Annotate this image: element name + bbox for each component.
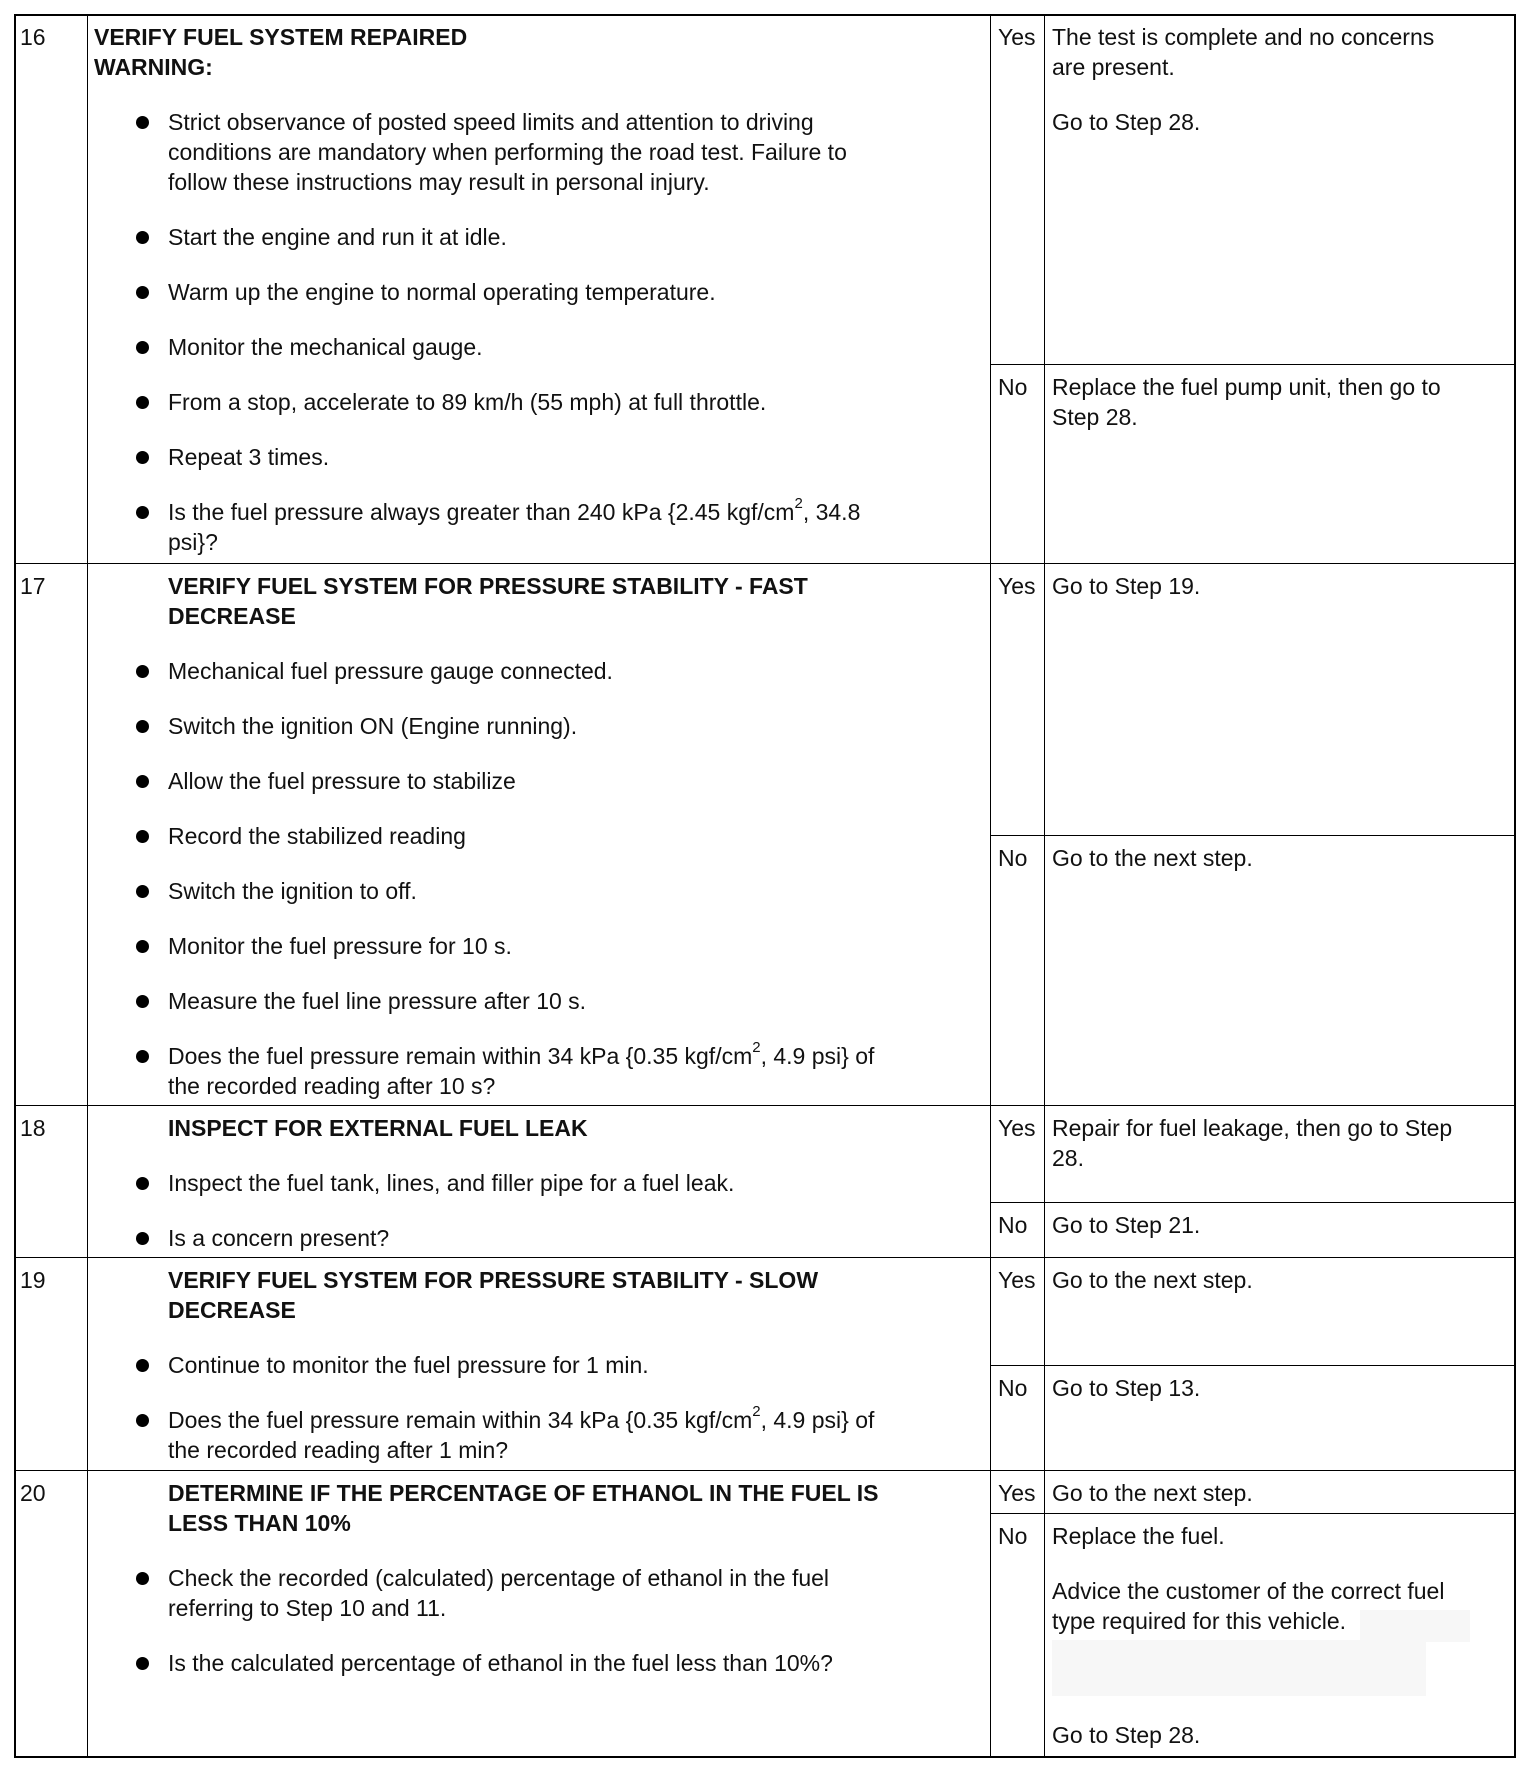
step-title: DECREASE [168, 603, 296, 629]
bullet-icon [136, 1414, 149, 1427]
step-number: 17 [20, 573, 46, 599]
yes-label: Yes [998, 24, 1036, 50]
yes-action: are present. [1052, 54, 1175, 80]
no-action: Go to Step 28. [1052, 1722, 1201, 1748]
no-action: type required for this vehicle. [1052, 1608, 1347, 1634]
yes-label: Yes [998, 573, 1036, 599]
bullet-icon [136, 286, 149, 299]
step-instruction: Warm up the engine to normal operating temperature. [168, 279, 716, 305]
bullet-icon [136, 720, 149, 733]
no-action: Replace the fuel. [1052, 1523, 1225, 1549]
step-instruction: Monitor the fuel pressure for 10 s. [168, 933, 512, 959]
yes-action: Repair for fuel leakage, then go to Step [1052, 1115, 1453, 1141]
step-instruction: follow these instructions may result in personal injury. [168, 169, 710, 195]
yes-no-divider [990, 364, 1516, 365]
step-instruction: Monitor the mechanical gauge. [168, 334, 483, 360]
bullet-icon [136, 341, 149, 354]
yes-action: Go to the next step. [1052, 1267, 1253, 1293]
step-instruction: Strict observance of posted speed limits and attention to driving [168, 109, 814, 135]
bullet-icon [136, 1359, 149, 1372]
yes-label: Yes [998, 1267, 1036, 1293]
bullet-icon [136, 940, 149, 953]
yes-no-divider [990, 1202, 1516, 1203]
step-title: DECREASE [168, 1297, 296, 1323]
step-instruction: Continue to monitor the fuel pressure for 1 min. [168, 1352, 649, 1378]
row-divider [14, 563, 1516, 564]
row-divider [14, 1105, 1516, 1106]
step-instruction: Switch the ignition ON (Engine running). [168, 713, 578, 739]
no-action: Go to the next step. [1052, 845, 1253, 871]
no-action: Step 28. [1052, 404, 1138, 430]
yes-action: The test is complete and no concerns [1052, 24, 1435, 50]
no-label: No [998, 1523, 1028, 1549]
bullet-icon [136, 885, 149, 898]
no-action: Replace the fuel pump unit, then go to [1052, 374, 1441, 400]
bullet-icon [136, 1232, 149, 1245]
no-label: No [998, 1212, 1028, 1238]
step-question: Is a concern present? [168, 1225, 390, 1251]
step-number: 16 [20, 24, 46, 50]
step-title: VERIFY FUEL SYSTEM REPAIRED [94, 24, 468, 50]
redaction-patch [1052, 1640, 1426, 1696]
bullet-icon [136, 665, 149, 678]
column-divider-answer [1044, 14, 1045, 1758]
step-title: VERIFY FUEL SYSTEM FOR PRESSURE STABILITY - FAST [168, 573, 808, 599]
bullet-icon [136, 506, 149, 519]
step-instruction: Measure the fuel line pressure after 10 s. [168, 988, 587, 1014]
step-instruction: Start the engine and run it at idle. [168, 224, 507, 250]
yes-action: Go to Step 19. [1052, 573, 1201, 599]
step-instruction: From a stop, accelerate to 89 km/h (55 mph) at full throttle. [168, 389, 767, 415]
step-number: 19 [20, 1267, 46, 1293]
step-instruction: Inspect the fuel tank, lines, and filler pipe for a fuel leak. [168, 1170, 735, 1196]
step-question: Does the fuel pressure remain within 34 kPa {0.35 kgf/$cm^2$, 4.9 psi} of [168, 1039, 875, 1069]
warning-label: WARNING: [94, 54, 213, 80]
bullet-icon [136, 1572, 149, 1585]
step-number: 20 [20, 1480, 46, 1506]
column-divider-action [990, 14, 991, 1758]
step-instruction: Switch the ignition to off. [168, 878, 417, 904]
no-action: Go to Step 13. [1052, 1375, 1201, 1401]
bullet-icon [136, 995, 149, 1008]
step-title: DETERMINE IF THE PERCENTAGE OF ETHANOL IN THE FUEL IS [168, 1480, 879, 1506]
row-divider [14, 1470, 1516, 1471]
redaction-patch [1360, 1610, 1470, 1642]
row-divider [14, 1257, 1516, 1258]
yes-label: Yes [998, 1480, 1036, 1506]
yes-no-divider [990, 1365, 1516, 1366]
step-title: LESS THAN 10% [168, 1510, 351, 1536]
yes-action: 28. [1052, 1145, 1084, 1171]
no-label: No [998, 1375, 1028, 1401]
bullet-icon [136, 1657, 149, 1670]
step-instruction: referring to Step 10 and 11. [168, 1595, 447, 1621]
bullet-icon [136, 830, 149, 843]
no-action: Advice the customer of the correct fuel [1052, 1578, 1445, 1604]
bullet-icon [136, 775, 149, 788]
bullet-icon [136, 451, 149, 464]
step-instruction: Record the stabilized reading [168, 823, 466, 849]
yes-no-divider [990, 835, 1516, 836]
step-instruction: Repeat 3 times. [168, 444, 330, 470]
step-question: Is the fuel pressure always greater than 240 kPa {2.45 kgf/$cm^2$, 34.8 [168, 495, 861, 525]
bullet-icon [136, 1050, 149, 1063]
bullet-icon [136, 231, 149, 244]
step-instruction: conditions are mandatory when performing the road test. Failure to [168, 139, 847, 165]
yes-action: Go to Step 28. [1052, 109, 1201, 135]
step-title: INSPECT FOR EXTERNAL FUEL LEAK [168, 1115, 588, 1141]
yes-no-divider [990, 1513, 1516, 1514]
no-label: No [998, 845, 1028, 871]
yes-action: Go to the next step. [1052, 1480, 1253, 1506]
step-instruction: Mechanical fuel pressure gauge connected. [168, 658, 613, 684]
bullet-icon [136, 116, 149, 129]
column-divider-step [87, 14, 88, 1758]
step-number: 18 [20, 1115, 46, 1141]
step-question: Does the fuel pressure remain within 34 kPa {0.35 kgf/$cm^2$, 4.9 psi} of [168, 1403, 875, 1433]
step-instruction: Check the recorded (calculated) percentage of ethanol in the fuel [168, 1565, 830, 1591]
step-question: Is the calculated percentage of ethanol in the fuel less than 10%? [168, 1650, 833, 1676]
no-label: No [998, 374, 1028, 400]
yes-label: Yes [998, 1115, 1036, 1141]
step-title: VERIFY FUEL SYSTEM FOR PRESSURE STABILITY - SLOW [168, 1267, 819, 1293]
no-action: Go to Step 21. [1052, 1212, 1201, 1238]
step-question: the recorded reading after 10 s? [168, 1073, 496, 1099]
bullet-icon [136, 396, 149, 409]
step-question: psi}? [168, 529, 218, 555]
step-question: the recorded reading after 1 min? [168, 1437, 509, 1463]
step-instruction: Allow the fuel pressure to stabilize [168, 768, 516, 794]
bullet-icon [136, 1177, 149, 1190]
